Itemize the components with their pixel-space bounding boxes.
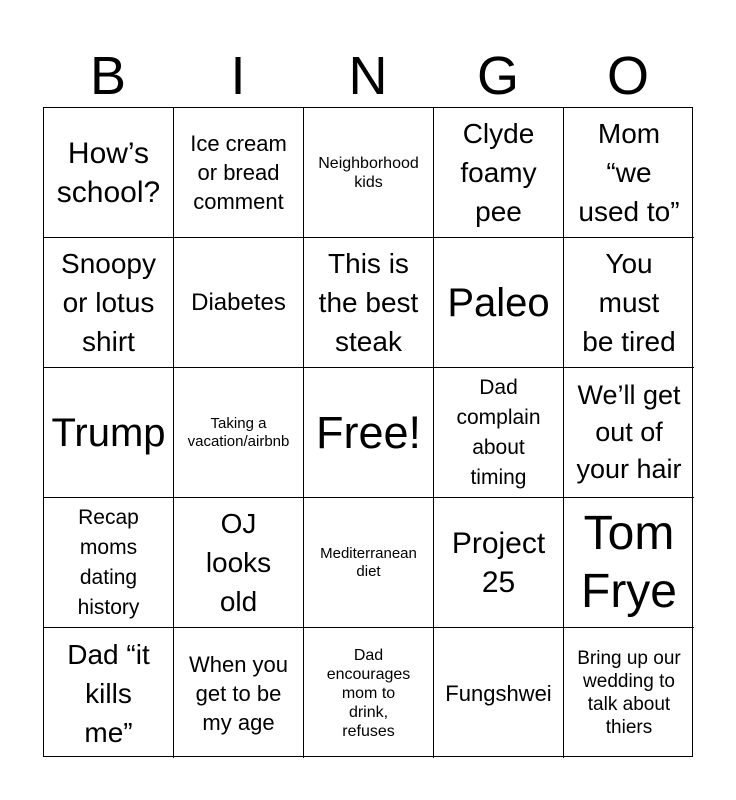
bingo-cell-r4c5[interactable] bbox=[564, 498, 694, 628]
cell-text: Ice cream or bread comment bbox=[190, 131, 287, 214]
cell-text: Recap moms dating history bbox=[77, 505, 140, 619]
cell-text: Tom Frye bbox=[581, 506, 677, 618]
bingo-cell-r4c4[interactable] bbox=[434, 498, 564, 628]
cell-text: Snoopy or lotus shirt bbox=[61, 248, 156, 357]
bingo-cell-r3c1[interactable] bbox=[44, 368, 174, 498]
cell-text: Dad “it kills me” bbox=[67, 638, 150, 748]
bingo-grid bbox=[43, 107, 693, 757]
bingo-cell-r3c2[interactable] bbox=[174, 368, 304, 498]
bingo-cell-r1c1[interactable] bbox=[44, 108, 174, 238]
header-letter-o: O bbox=[606, 46, 649, 106]
cell-text: Dad complain about timing bbox=[456, 375, 541, 489]
cell-text: We’ll get out of your hair bbox=[576, 380, 682, 484]
bingo-cell-r2c3[interactable] bbox=[304, 238, 434, 368]
bingo-header bbox=[43, 44, 693, 108]
cell-text: Fungshwei bbox=[445, 680, 552, 706]
bingo-cell-r4c1[interactable] bbox=[44, 498, 174, 628]
bingo-cell-r3c4[interactable] bbox=[434, 368, 564, 498]
bingo-cell-r2c1[interactable] bbox=[44, 238, 174, 368]
cell-text: Mom “we used to” bbox=[578, 118, 680, 227]
cell-text: Clyde foamy pee bbox=[460, 118, 537, 227]
cell-text: How’s school? bbox=[56, 136, 161, 209]
header-letter-b: B bbox=[89, 46, 127, 106]
cell-text: Neighborhood kids bbox=[318, 154, 419, 191]
cell-text: Diabetes bbox=[191, 288, 286, 316]
bingo-cell-r1c3[interactable] bbox=[304, 108, 434, 238]
cell-text: Project 25 bbox=[451, 526, 546, 599]
bingo-cell-r2c5[interactable] bbox=[564, 238, 694, 368]
cell-text: Dad encourages mom to drink, refuses bbox=[326, 646, 411, 740]
bingo-cell-r2c4[interactable] bbox=[434, 238, 564, 368]
bingo-cell-r1c4[interactable] bbox=[434, 108, 564, 238]
bingo-cell-r4c3[interactable] bbox=[304, 498, 434, 628]
cell-text: Bring up our wedding to talk about thiers bbox=[577, 648, 681, 738]
cell-text: Mediterranean diet bbox=[320, 544, 417, 580]
header-letter-n: N bbox=[348, 46, 388, 106]
bingo-cell-r5c5[interactable] bbox=[564, 628, 694, 758]
bingo-cell-r5c1[interactable] bbox=[44, 628, 174, 758]
bingo-cell-r5c4[interactable] bbox=[434, 628, 564, 758]
cell-text: This is the best steak bbox=[318, 248, 419, 357]
cell-text: Taking a vacation/airbnb bbox=[187, 414, 290, 450]
bingo-cell-r1c2[interactable] bbox=[174, 108, 304, 238]
bingo-cell-r3c5[interactable] bbox=[564, 368, 694, 498]
cell-text: You must be tired bbox=[582, 248, 676, 357]
header-letter-i: I bbox=[230, 46, 246, 106]
cell-text: Paleo bbox=[447, 280, 550, 325]
bingo-cell-r1c5[interactable] bbox=[564, 108, 694, 238]
bingo-cell-r4c2[interactable] bbox=[174, 498, 304, 628]
header-letter-g: G bbox=[476, 46, 519, 106]
cell-text: Free! bbox=[315, 406, 422, 458]
cell-text: OJ looks old bbox=[205, 508, 272, 617]
bingo-cell-r5c2[interactable] bbox=[174, 628, 304, 758]
bingo-cell-r5c3[interactable] bbox=[304, 628, 434, 758]
cell-text: When you get to be my age bbox=[188, 651, 289, 735]
cell-text: Trump bbox=[51, 410, 166, 455]
bingo-cell-r2c2[interactable] bbox=[174, 238, 304, 368]
bingo-cell-r3c3[interactable] bbox=[304, 368, 434, 498]
